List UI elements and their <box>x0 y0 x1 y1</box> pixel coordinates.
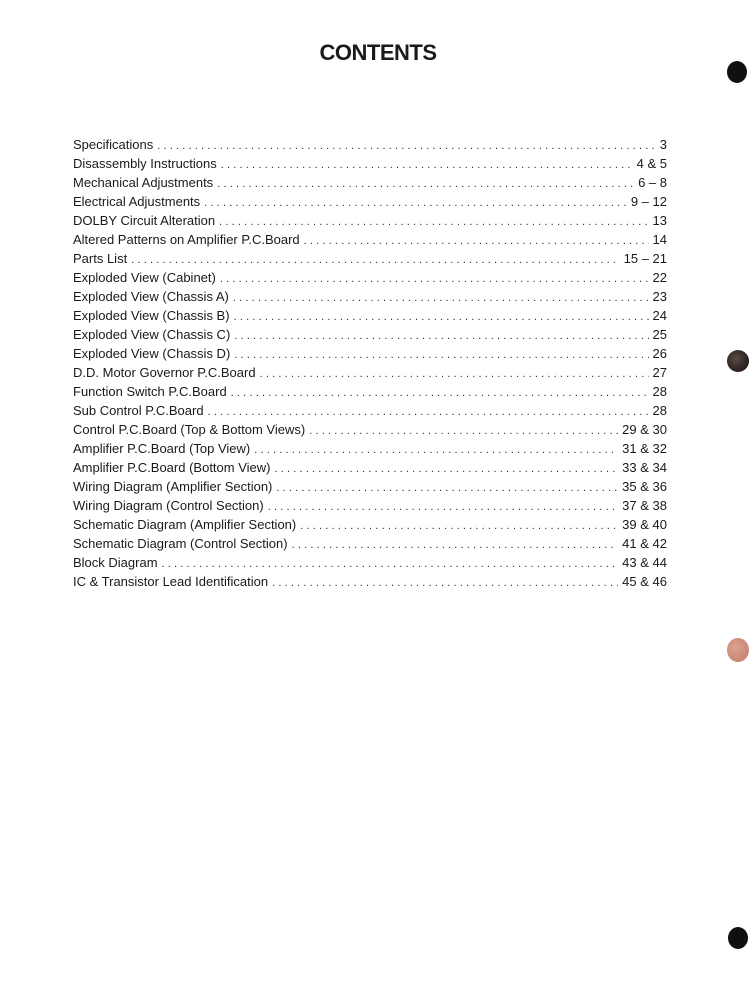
punch-hole <box>728 927 748 949</box>
toc-entry-page: 9 – 12 <box>630 194 667 209</box>
toc-entry-page: 45 & 46 <box>622 574 667 589</box>
dot-leader <box>234 346 648 365</box>
toc-entry <box>73 249 667 268</box>
dot-leader <box>300 517 618 536</box>
toc-entry-page: 22 <box>652 270 667 285</box>
toc-entry-page: 35 & 36 <box>622 479 667 494</box>
toc-entry-page: 3 <box>659 137 667 152</box>
toc-entry-page: 15 – 21 <box>623 251 667 266</box>
toc-entry <box>73 173 667 192</box>
toc-entry <box>73 306 667 325</box>
toc-entry-page: 26 <box>652 346 667 361</box>
dot-leader <box>309 422 618 441</box>
toc-entry <box>73 154 667 173</box>
toc-entry-title: Exploded View (Cabinet) <box>73 270 216 285</box>
toc-entry-title: Wiring Diagram (Amplifier Section) <box>73 479 273 494</box>
dot-leader <box>221 156 633 175</box>
toc-entry-title: Schematic Diagram (Control Section) <box>73 536 288 551</box>
toc-entry-page: 37 & 38 <box>622 498 667 513</box>
toc-entry <box>73 496 667 515</box>
dot-leader <box>204 194 627 213</box>
toc-entry-page: 31 & 32 <box>622 441 667 456</box>
toc-entry-title: Function Switch P.C.Board <box>73 384 227 399</box>
toc-entry-title: Control P.C.Board (Top & Bottom Views) <box>73 422 306 437</box>
toc-entry-title: Amplifier P.C.Board (Top View) <box>73 441 251 456</box>
toc-entry <box>73 534 667 553</box>
toc-entry-title: Block Diagram <box>73 555 158 570</box>
toc-entry-page: 28 <box>652 384 667 399</box>
dot-leader <box>260 365 649 384</box>
toc-entry <box>73 363 667 382</box>
toc-entry <box>73 192 667 211</box>
toc-entry-page: 41 & 42 <box>622 536 667 551</box>
punch-hole <box>727 638 749 662</box>
toc-entry-title: IC & Transistor Lead Identification <box>73 574 269 589</box>
toc-entry-title: Altered Patterns on Amplifier P.C.Board <box>73 232 300 247</box>
dot-leader <box>234 308 649 327</box>
toc-entry-title: D.D. Motor Governor P.C.Board <box>73 365 256 380</box>
toc-entry-title: Exploded View (Chassis B) <box>73 308 230 323</box>
toc-entry-title: Exploded View (Chassis D) <box>73 346 231 361</box>
toc-entry-title: Mechanical Adjustments <box>73 175 214 190</box>
toc-entry-title: Specifications <box>73 137 154 152</box>
toc-entry <box>73 420 667 439</box>
toc-entry <box>73 230 667 249</box>
dot-leader <box>231 384 649 403</box>
toc-entry <box>73 515 667 534</box>
toc-entry-page: 43 & 44 <box>622 555 667 570</box>
toc-entry-page: 13 <box>652 213 667 228</box>
toc-entry-page: 33 & 34 <box>622 460 667 475</box>
dot-leader <box>304 232 649 251</box>
toc-entry <box>73 287 667 306</box>
toc-entry-title: Schematic Diagram (Amplifier Section) <box>73 517 297 532</box>
dot-leader <box>276 479 618 498</box>
toc-entry-title: Wiring Diagram (Control Section) <box>73 498 264 513</box>
toc-entry <box>73 458 667 477</box>
toc-entry-page: 6 – 8 <box>638 175 667 190</box>
dot-leader <box>157 137 656 156</box>
toc-entry <box>73 401 667 420</box>
toc-entry <box>73 382 667 401</box>
toc-entry <box>73 439 667 458</box>
dot-leader <box>272 574 618 593</box>
dot-leader <box>234 327 648 346</box>
toc-entry-page: 28 <box>652 403 667 418</box>
toc-entry-title: Disassembly Instructions <box>73 156 217 171</box>
toc-entry-page: 29 & 30 <box>622 422 667 437</box>
toc-entry-page: 39 & 40 <box>622 517 667 532</box>
toc-entry <box>73 572 667 591</box>
toc-entry-title: Electrical Adjustments <box>73 194 201 209</box>
toc-entry-page: 25 <box>652 327 667 342</box>
dot-leader <box>292 536 619 555</box>
toc-entry-title: DOLBY Circuit Alteration <box>73 213 216 228</box>
toc-entry <box>73 325 667 344</box>
punch-hole <box>727 61 747 83</box>
toc-entry-page: 14 <box>652 232 667 247</box>
toc-entry-title: Parts List <box>73 251 128 266</box>
dot-leader <box>217 175 634 194</box>
toc-entry-page: 24 <box>652 308 667 323</box>
punch-hole <box>727 350 749 372</box>
toc-entry <box>73 268 667 287</box>
toc-entry-page: 23 <box>652 289 667 304</box>
table-of-contents <box>73 135 667 591</box>
toc-entry <box>73 135 667 154</box>
toc-entry <box>73 211 667 230</box>
toc-entry <box>73 344 667 363</box>
dot-leader <box>233 289 649 308</box>
toc-entry-title: Exploded View (Chassis C) <box>73 327 231 342</box>
dot-leader <box>254 441 618 460</box>
toc-entry-title: Sub Control P.C.Board <box>73 403 204 418</box>
toc-entry <box>73 477 667 496</box>
toc-entry-page: 27 <box>652 365 667 380</box>
toc-entry-title: Amplifier P.C.Board (Bottom View) <box>73 460 271 475</box>
dot-leader <box>274 460 618 479</box>
page-title: CONTENTS <box>319 40 437 65</box>
dot-leader <box>268 498 618 517</box>
toc-entry-page: 4 & 5 <box>636 156 667 171</box>
dot-leader <box>220 270 649 289</box>
toc-entry <box>73 553 667 572</box>
toc-entry-title: Exploded View (Chassis A) <box>73 289 229 304</box>
